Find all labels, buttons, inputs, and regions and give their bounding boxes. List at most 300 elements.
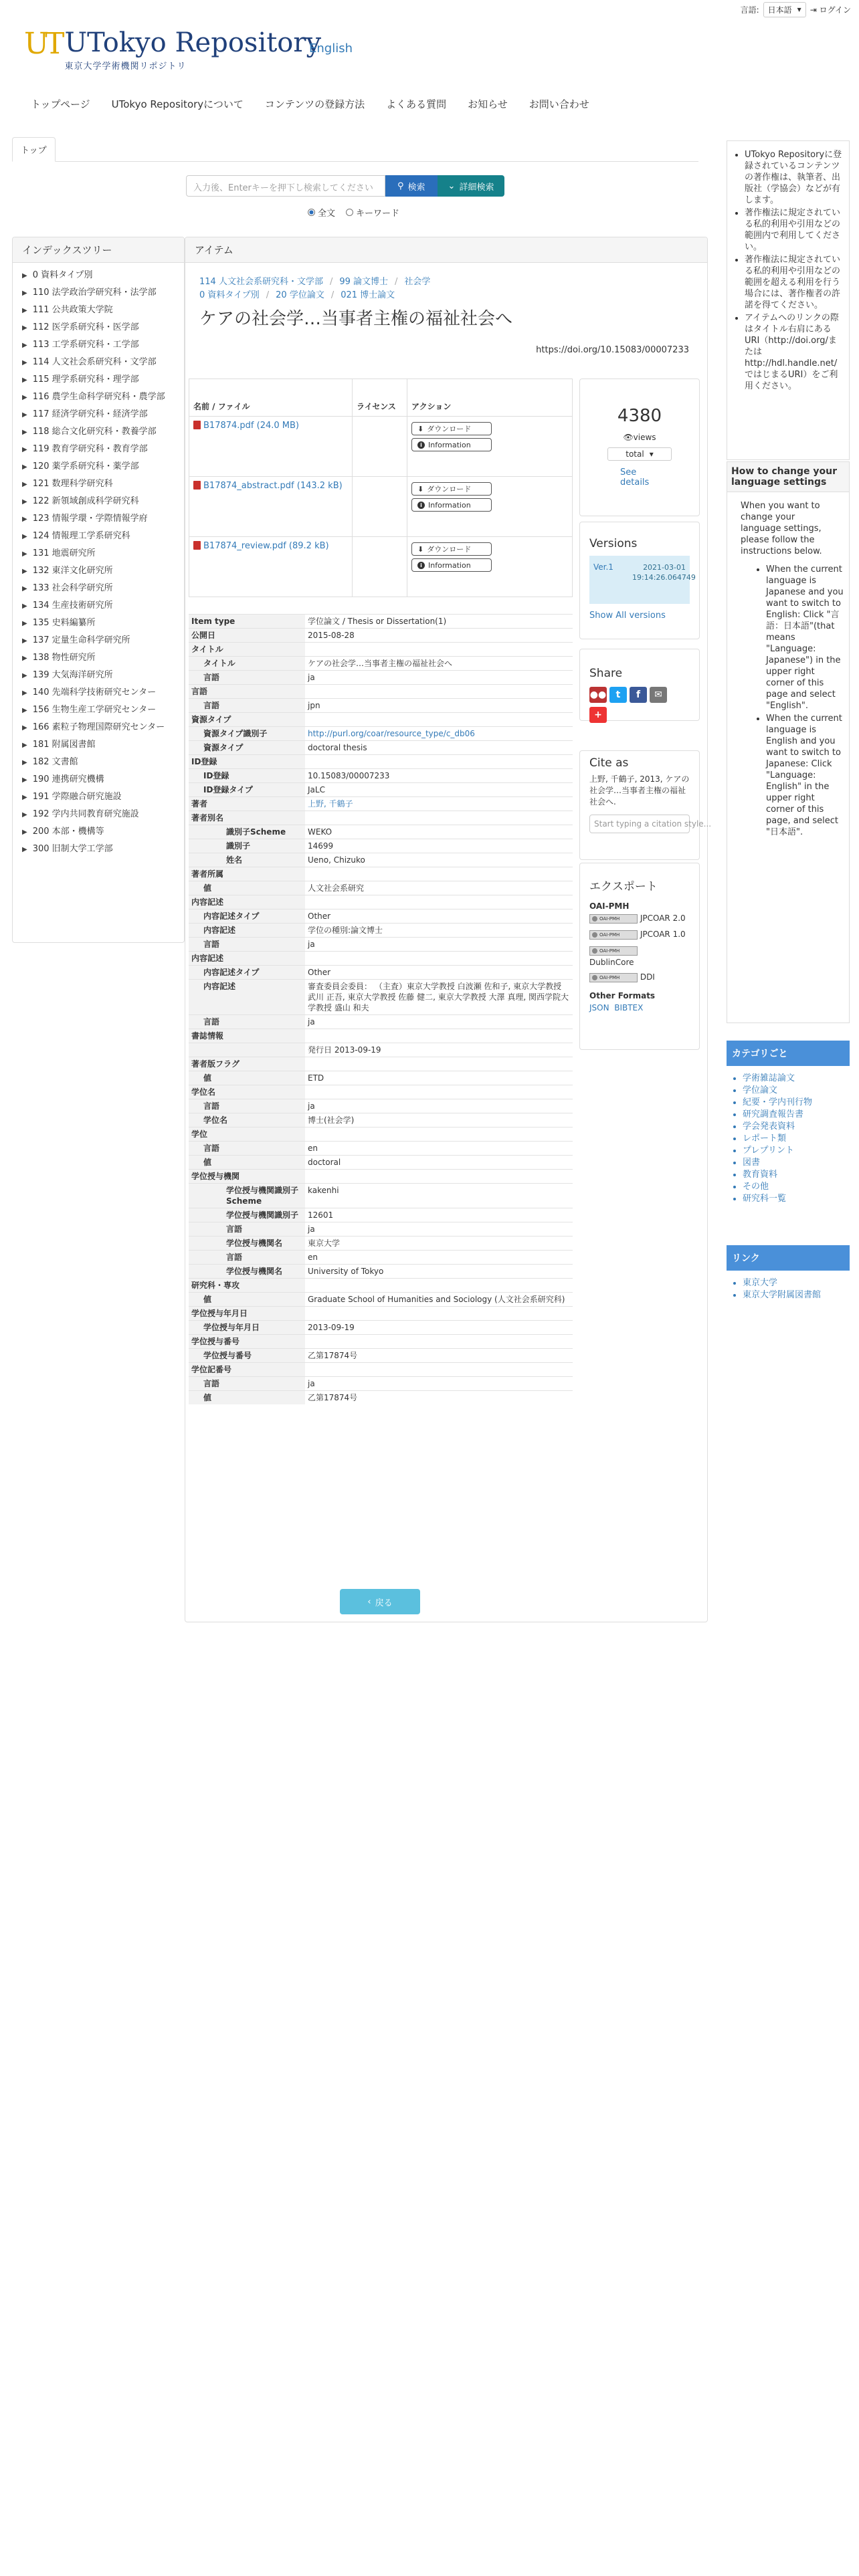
download-button[interactable] xyxy=(411,542,492,556)
item-breadcrumb-2: 0 資料タイプ別 / 20 学位論文 / 021 博士論文 xyxy=(199,290,395,300)
download-button[interactable] xyxy=(411,422,492,435)
caret-right-icon: ▶ xyxy=(22,550,27,558)
index-tree-label: 132 東洋文化研究所 xyxy=(32,566,113,576)
email-icon[interactable]: ✉ xyxy=(650,687,667,703)
radio-keyword-label: キーワード xyxy=(356,209,400,219)
caret-right-icon: ▶ xyxy=(22,811,27,819)
metadata-row xyxy=(189,699,573,713)
metadata-row xyxy=(189,1029,573,1043)
information-label: Information xyxy=(428,500,471,510)
metadata-key: 言語 xyxy=(189,1142,305,1156)
metadata-value xyxy=(305,713,573,727)
login-label: ログイン xyxy=(819,5,851,15)
main-nav xyxy=(20,94,600,115)
index-tree-label: 120 薬学系研究科・薬学部 xyxy=(32,461,139,471)
information-label: Information xyxy=(428,560,471,570)
share-panel xyxy=(579,649,700,721)
language-label: 言語: xyxy=(740,5,759,15)
nav-faq[interactable]: よくある質問 xyxy=(386,98,447,110)
info-icon: i xyxy=(417,441,425,449)
index-tree-item[interactable] xyxy=(22,389,184,406)
metadata-key: 識別子Scheme xyxy=(189,825,305,839)
index-tree-item[interactable] xyxy=(22,267,184,284)
index-tree-label: 118 総合文化研究科・教養学部 xyxy=(32,427,157,437)
english-link[interactable]: English xyxy=(309,41,353,56)
nav-top[interactable]: トップページ xyxy=(31,98,90,110)
nav-contact[interactable]: お問い合わせ xyxy=(529,98,589,110)
caret-right-icon: ▶ xyxy=(22,620,27,627)
metadata-value: 2013-09-19 xyxy=(305,1321,573,1335)
index-tree-item[interactable] xyxy=(22,632,184,649)
views-period-select[interactable] xyxy=(607,447,672,461)
index-tree-label: 138 物性研究所 xyxy=(32,653,96,663)
nav-news[interactable]: お知らせ xyxy=(468,98,508,110)
export-format-label: DDI xyxy=(640,972,655,982)
caret-right-icon: ▶ xyxy=(22,359,27,366)
facebook-icon[interactable]: f xyxy=(630,687,647,703)
item-heading: アイテム xyxy=(185,237,707,263)
index-tree-label: 111 公共政策大学院 xyxy=(32,305,113,315)
metadata-value[interactable]: 上野, 千鶴子 xyxy=(305,797,573,811)
categories-item[interactable]: • 図書 xyxy=(743,1157,850,1169)
index-tree xyxy=(13,263,184,862)
metadata-value: ja xyxy=(305,1222,573,1237)
index-tree-label: 112 医学系研究科・医学部 xyxy=(32,322,139,332)
index-tree-item[interactable] xyxy=(22,336,184,354)
metadata-value: 人文社会系研究 xyxy=(305,881,573,895)
index-tree-item[interactable] xyxy=(22,441,184,458)
share-heading: Share xyxy=(589,667,623,680)
categories-list xyxy=(727,1066,850,1205)
index-tree-item[interactable] xyxy=(22,597,184,615)
version-label: Ver.1 xyxy=(593,562,613,572)
chevron-down-icon: ▾ xyxy=(797,5,801,14)
chevron-down-icon: ⌄ xyxy=(448,181,456,191)
breadcrumb-top[interactable]: トップ xyxy=(12,137,56,162)
metadata-key: 書誌情報 xyxy=(189,1029,305,1043)
metadata-value: ja xyxy=(305,1377,573,1391)
file-link[interactable]: B17874.pdf (24.0 MB) xyxy=(203,421,299,431)
metadata-row xyxy=(189,1391,573,1405)
advanced-search-button[interactable] xyxy=(438,175,505,197)
index-tree-item[interactable] xyxy=(22,823,184,841)
metadata-row xyxy=(189,1251,573,1265)
col-name: 名前 / ファイル xyxy=(189,379,353,417)
index-tree-label: 124 情報理工学系研究科 xyxy=(32,531,130,541)
index-tree-item[interactable] xyxy=(22,284,184,302)
search-icon: ⚲ xyxy=(397,181,404,191)
metadata-row xyxy=(189,741,573,755)
metadata-key xyxy=(189,1043,305,1057)
metadata-row xyxy=(189,1184,573,1208)
metadata-key: 内容記述 xyxy=(189,924,305,938)
oai-pmh-badge: OAI-PMH xyxy=(589,973,638,982)
metadata-row xyxy=(189,1170,573,1184)
metadata-row xyxy=(189,1363,573,1377)
metadata-key: 言語 xyxy=(189,1251,305,1265)
info-icon: i xyxy=(417,562,425,569)
download-icon: ⬇ xyxy=(417,424,424,433)
metadata-key: 資源タイプ xyxy=(189,741,305,755)
howto-step: • When the current language is Japanese and you want to switch to English: Click "言語：日本語"(that means "Language: Japanese") in the upper right corner of this page and select "English". xyxy=(766,564,844,712)
categories-item[interactable]: • プレプリント xyxy=(743,1145,850,1157)
metadata-value xyxy=(305,952,573,966)
file-name-cell xyxy=(189,417,353,477)
index-tree-item[interactable] xyxy=(22,649,184,667)
metadata-row xyxy=(189,643,573,657)
index-tree-item[interactable] xyxy=(22,423,184,441)
caret-right-icon: ▶ xyxy=(22,307,27,314)
views-panel xyxy=(579,379,700,516)
caret-right-icon: ▶ xyxy=(22,568,27,575)
file-action-cell xyxy=(407,417,573,477)
site-subtitle: 東京大学学術機関リポジトリ xyxy=(64,62,187,72)
metadata-value[interactable]: http://purl.org/coar/resource_type/c_db06 xyxy=(305,727,573,741)
index-tree-label: 121 数理科学研究科 xyxy=(32,479,113,489)
links-list xyxy=(727,1271,850,1301)
metadata-row xyxy=(189,811,573,825)
notice-item: • アイテムへのリンクの際はタイトル右肩にあるURI（http://doi.org/または http://hdl.handle.net/ではじまるURI）をご利用ください。 xyxy=(745,312,844,392)
categories-item[interactable]: • その他 xyxy=(743,1181,850,1193)
oai-pmh-badge: OAI-PMH xyxy=(589,946,638,956)
index-tree-item[interactable] xyxy=(22,788,184,806)
nav-register[interactable]: コンテンツの登録方法 xyxy=(264,98,365,110)
information-button[interactable] xyxy=(411,498,492,512)
caret-right-icon: ▶ xyxy=(22,324,27,332)
categories-item[interactable]: • 紀要・学内刊行物 xyxy=(743,1097,850,1109)
metadata-key: 言語 xyxy=(189,699,305,713)
metadata-row xyxy=(189,1085,573,1099)
site-title: UTokyo Repository xyxy=(64,27,322,58)
metadata-value xyxy=(305,867,573,881)
index-tree-label: 119 教育学研究科・教育学部 xyxy=(32,444,148,454)
index-tree-item[interactable] xyxy=(22,702,184,719)
metadata-value xyxy=(305,1279,573,1293)
caret-right-icon: ▶ xyxy=(22,290,27,297)
metadata-key: 著者 xyxy=(189,797,305,811)
radio-on-icon xyxy=(308,209,315,216)
bc2-level3[interactable]: 021 博士論文 xyxy=(341,290,395,300)
index-tree-item[interactable] xyxy=(22,493,184,510)
other-formats-label: Other Formats xyxy=(589,991,656,1000)
metadata-value xyxy=(305,811,573,825)
see-details-link[interactable]: See details xyxy=(620,467,650,488)
caret-right-icon: ▶ xyxy=(22,429,27,436)
metadata-key: 言語 xyxy=(189,1015,305,1029)
links-box xyxy=(727,1245,850,1301)
download-button[interactable] xyxy=(411,482,492,496)
metadata-key: 言語 xyxy=(189,671,305,685)
information-button[interactable] xyxy=(411,438,492,451)
metadata-key: 学位授与機関名 xyxy=(189,1237,305,1251)
index-tree-item[interactable] xyxy=(22,562,184,580)
pdf-icon xyxy=(193,421,201,429)
metadata-key: 値 xyxy=(189,1071,305,1085)
metadata-value: ETD xyxy=(305,1071,573,1085)
metadata-row xyxy=(189,1307,573,1321)
file-row xyxy=(189,537,573,597)
metadata-value xyxy=(305,755,573,769)
categories-box xyxy=(727,1041,850,1205)
versions-heading: Versions xyxy=(589,537,638,550)
index-tree-item[interactable] xyxy=(22,684,184,702)
metadata-key: 学位名 xyxy=(189,1085,305,1099)
caret-right-icon: ▶ xyxy=(22,689,27,697)
language-value: 日本語 xyxy=(767,5,792,15)
index-tree-item[interactable] xyxy=(22,771,184,788)
metadata-row xyxy=(189,1156,573,1170)
links-item[interactable]: • 東京大学 xyxy=(743,1277,850,1289)
caret-right-icon: ▶ xyxy=(22,446,27,453)
oai-pmh-badge: OAI-PMH xyxy=(589,914,638,924)
file-license-cell xyxy=(353,417,407,477)
metadata-key: 資源タイプ xyxy=(189,713,305,727)
search-button[interactable] xyxy=(385,175,438,197)
metadata-key: 学位授与年月日 xyxy=(189,1307,305,1321)
index-tree-item[interactable] xyxy=(22,545,184,562)
index-tree-item[interactable] xyxy=(22,475,184,493)
metadata-key: 値 xyxy=(189,1293,305,1307)
search-bar xyxy=(186,175,504,197)
index-tree-item[interactable] xyxy=(22,719,184,736)
categories-item[interactable]: • 学術雑誌論文 xyxy=(743,1073,850,1085)
metadata-row xyxy=(189,1222,573,1237)
metadata-value: 学位論文 / Thesis or Dissertation(1) xyxy=(305,615,573,629)
metadata-row xyxy=(189,980,573,1015)
metadata-row xyxy=(189,1237,573,1251)
caret-right-icon: ▶ xyxy=(22,829,27,836)
categories-item[interactable]: • 研究調査報告書 xyxy=(743,1109,850,1121)
index-tree-label: 131 地震研究所 xyxy=(32,548,96,558)
metadata-key: 言語 xyxy=(189,1377,305,1391)
metadata-row xyxy=(189,727,573,741)
metadata-key: 値 xyxy=(189,881,305,895)
radio-fulltext[interactable] xyxy=(308,206,335,219)
metadata-value: ケアの社会学…当事者主権の福祉社会へ xyxy=(305,657,573,671)
col-action: アクション xyxy=(407,379,573,417)
caret-right-icon: ▶ xyxy=(22,481,27,488)
metadata-value: University of Tokyo xyxy=(305,1265,573,1279)
index-tree-heading: インデックスツリー xyxy=(13,237,184,263)
metadata-value: 2015-08-28 xyxy=(305,629,573,643)
file-row xyxy=(189,417,573,477)
howto-box xyxy=(727,461,850,1023)
metadata-key: ID登録 xyxy=(189,769,305,783)
metadata-row xyxy=(189,938,573,952)
metadata-value: 東京大学 xyxy=(305,1237,573,1251)
metadata-key: 学位 xyxy=(189,1128,305,1142)
chevron-down-icon: ▾ xyxy=(649,449,654,459)
index-tree-label: 137 定量生命科学研究所 xyxy=(32,635,130,645)
index-tree-label: 182 文書館 xyxy=(32,757,78,767)
file-license-cell xyxy=(353,537,407,597)
metadata-row xyxy=(189,1071,573,1085)
index-tree-item[interactable] xyxy=(22,806,184,823)
metadata-key: 研究科・専攻 xyxy=(189,1279,305,1293)
metadata-key: 学位名 xyxy=(189,1113,305,1128)
metadata-row xyxy=(189,1057,573,1071)
metadata-value: WEKO xyxy=(305,825,573,839)
views-caption xyxy=(580,433,699,442)
index-tree-item[interactable] xyxy=(22,754,184,771)
item-doi[interactable]: https://doi.org/10.15083/00007233 xyxy=(536,345,689,355)
files-header-row xyxy=(189,379,573,417)
search-input[interactable]: 入力後、Enterキーを押下し検索してください xyxy=(186,175,385,197)
metadata-row xyxy=(189,1142,573,1156)
metadata-row xyxy=(189,1113,573,1128)
metadata-key: 公開日 xyxy=(189,629,305,643)
metadata-value: en xyxy=(305,1142,573,1156)
metadata-row xyxy=(189,1265,573,1279)
metadata-row xyxy=(189,881,573,895)
files-table xyxy=(189,379,573,597)
bc1-level2[interactable]: 99 論文博士 xyxy=(339,277,389,287)
version-row[interactable] xyxy=(589,556,696,604)
metadata-row xyxy=(189,924,573,938)
radio-keyword[interactable] xyxy=(346,206,399,219)
citation-style-input[interactable]: Start typing a citation style... xyxy=(589,815,690,833)
logo-mark: UT xyxy=(24,27,61,61)
download-label: ダウンロード xyxy=(427,545,472,554)
nav-about[interactable]: UTokyo Repositoryについて xyxy=(111,98,244,110)
index-tree-label: 114 人文社会系研究科・文学部 xyxy=(32,357,157,367)
index-tree-label: 181 附属図書館 xyxy=(32,740,96,750)
metadata-row xyxy=(189,895,573,909)
metadata-key: タイトル xyxy=(189,643,305,657)
caret-right-icon: ▶ xyxy=(22,655,27,662)
metadata-row xyxy=(189,1099,573,1113)
index-tree-label: 133 社会科学研究所 xyxy=(32,583,113,593)
bc1-level3[interactable]: 社会学 xyxy=(404,277,431,287)
metadata-key: 学位授与機関識別子Scheme xyxy=(189,1184,305,1208)
caret-right-icon: ▶ xyxy=(22,272,27,280)
index-tree-item[interactable] xyxy=(22,841,184,858)
index-tree-item[interactable] xyxy=(22,319,184,336)
index-tree-label: 134 生産技術研究所 xyxy=(32,601,113,611)
file-row xyxy=(189,477,573,537)
caret-right-icon: ▶ xyxy=(22,724,27,732)
metadata-key: 内容記述 xyxy=(189,980,305,1015)
index-tree-item[interactable] xyxy=(22,580,184,597)
export-dublincore[interactable] xyxy=(589,944,690,968)
metadata-key: 学位授与番号 xyxy=(189,1349,305,1363)
export-panel xyxy=(579,863,700,1050)
metadata-value xyxy=(305,1057,573,1071)
caret-right-icon: ▶ xyxy=(22,394,27,401)
views-count: 4380 xyxy=(617,406,662,426)
export-json[interactable]: JSON xyxy=(589,1003,609,1012)
export-bibtex[interactable]: BIBTEX xyxy=(614,1003,644,1012)
caret-right-icon: ▶ xyxy=(22,759,27,766)
index-tree-label: 300 旧制大学工学部 xyxy=(32,844,113,854)
categories-item[interactable]: • 教育資料 xyxy=(743,1169,850,1181)
index-tree-label: 192 学内共同教育研究施設 xyxy=(32,809,139,819)
index-tree-item[interactable] xyxy=(22,615,184,632)
metadata-value xyxy=(305,895,573,909)
file-link[interactable]: B17874_review.pdf (89.2 kB) xyxy=(203,541,329,551)
metadata-row xyxy=(189,867,573,881)
index-tree-item[interactable] xyxy=(22,528,184,545)
index-tree-label: 122 新領域創成科学研究科 xyxy=(32,496,139,506)
file-license-cell xyxy=(353,477,407,537)
categories-item[interactable]: • レポート類 xyxy=(743,1133,850,1145)
index-tree-item[interactable] xyxy=(22,354,184,371)
index-tree-label: 139 大気海洋研究所 xyxy=(32,670,113,680)
file-link[interactable]: B17874_abstract.pdf (143.2 kB) xyxy=(203,481,343,491)
howto-intro: When you want to change your language settings, please follow the instructions below. xyxy=(741,501,822,556)
login-link[interactable] xyxy=(810,4,851,15)
oai-pmh-badge: OAI-PMH xyxy=(589,930,638,940)
metadata-value xyxy=(305,1335,573,1349)
export-jpcoar1[interactable] xyxy=(589,928,690,940)
index-tree-item[interactable] xyxy=(22,371,184,389)
download-label: ダウンロード xyxy=(427,485,472,494)
back-button[interactable] xyxy=(340,1589,420,1614)
index-tree-item[interactable] xyxy=(22,458,184,475)
index-tree-item[interactable] xyxy=(22,736,184,754)
notice-item: • UTokyo Repositoryに登録されているコンテンツの著作権は、執筆者、出版社（学協会）などが有します。 xyxy=(745,149,844,206)
categories-item[interactable]: • 研究科一覧 xyxy=(743,1193,850,1205)
index-tree-panel xyxy=(12,237,185,943)
index-tree-item[interactable] xyxy=(22,406,184,423)
language-select[interactable] xyxy=(763,2,806,17)
metadata-key: 著者別名 xyxy=(189,811,305,825)
export-jpcoar2[interactable] xyxy=(589,912,690,924)
index-tree-label: 117 経済学研究科・経済学部 xyxy=(32,409,148,419)
bc2-level2[interactable]: 20 学位論文 xyxy=(276,290,324,300)
metadata-value: doctoral xyxy=(305,1156,573,1170)
metadata-value xyxy=(305,1128,573,1142)
index-tree-label: 113 工学系研究科・工学部 xyxy=(32,340,139,350)
metadata-key: 学位授与年月日 xyxy=(189,1321,305,1335)
index-tree-item[interactable] xyxy=(22,667,184,684)
login-icon: ⇥ xyxy=(809,5,817,15)
bc2-level1[interactable]: 0 資料タイプ別 xyxy=(199,290,260,300)
caret-right-icon: ▶ xyxy=(22,776,27,784)
index-tree-item[interactable] xyxy=(22,302,184,319)
oai-pmh-label: OAI-PMH xyxy=(589,901,630,911)
export-format-label: DublinCore xyxy=(589,958,634,967)
export-ddi[interactable] xyxy=(589,971,690,983)
index-tree-item[interactable] xyxy=(22,510,184,528)
bc1-level1[interactable]: 114 人文社会系研究科・文学部 xyxy=(199,277,323,287)
metadata-row xyxy=(189,952,573,966)
metadata-key: 言語 xyxy=(189,1222,305,1237)
twitter-icon[interactable]: t xyxy=(609,687,627,703)
file-action-cell xyxy=(407,537,573,597)
metadata-key: 値 xyxy=(189,1156,305,1170)
mendeley-icon[interactable]: ●● xyxy=(589,687,607,703)
caret-right-icon: ▶ xyxy=(22,377,27,384)
search-button-label: 検索 xyxy=(407,182,425,193)
notice-item: • 著作権法に規定されている私的利用や引用などの範囲内で利用してください。 xyxy=(745,207,844,253)
download-icon: ⬇ xyxy=(417,544,424,554)
metadata-key: 値 xyxy=(189,1391,305,1405)
index-tree-label: 156 生物生産工学研究センター xyxy=(32,705,157,715)
show-all-versions-link[interactable]: Show All versions xyxy=(589,611,666,621)
categories-item[interactable]: • 学会発表資料 xyxy=(743,1121,850,1133)
categories-item[interactable]: • 学位論文 xyxy=(743,1085,850,1097)
caret-right-icon: ▶ xyxy=(22,672,27,679)
metadata-value: ja xyxy=(305,1015,573,1029)
metadata-value: 14699 xyxy=(305,839,573,853)
add-share-icon[interactable]: + xyxy=(589,707,607,723)
site-logo[interactable] xyxy=(24,29,321,72)
metadata-value: 乙第17874号 xyxy=(305,1391,573,1405)
links-item[interactable]: • 東京大学附属図書館 xyxy=(743,1289,850,1301)
caret-right-icon: ▶ xyxy=(22,498,27,506)
information-button[interactable] xyxy=(411,558,492,572)
